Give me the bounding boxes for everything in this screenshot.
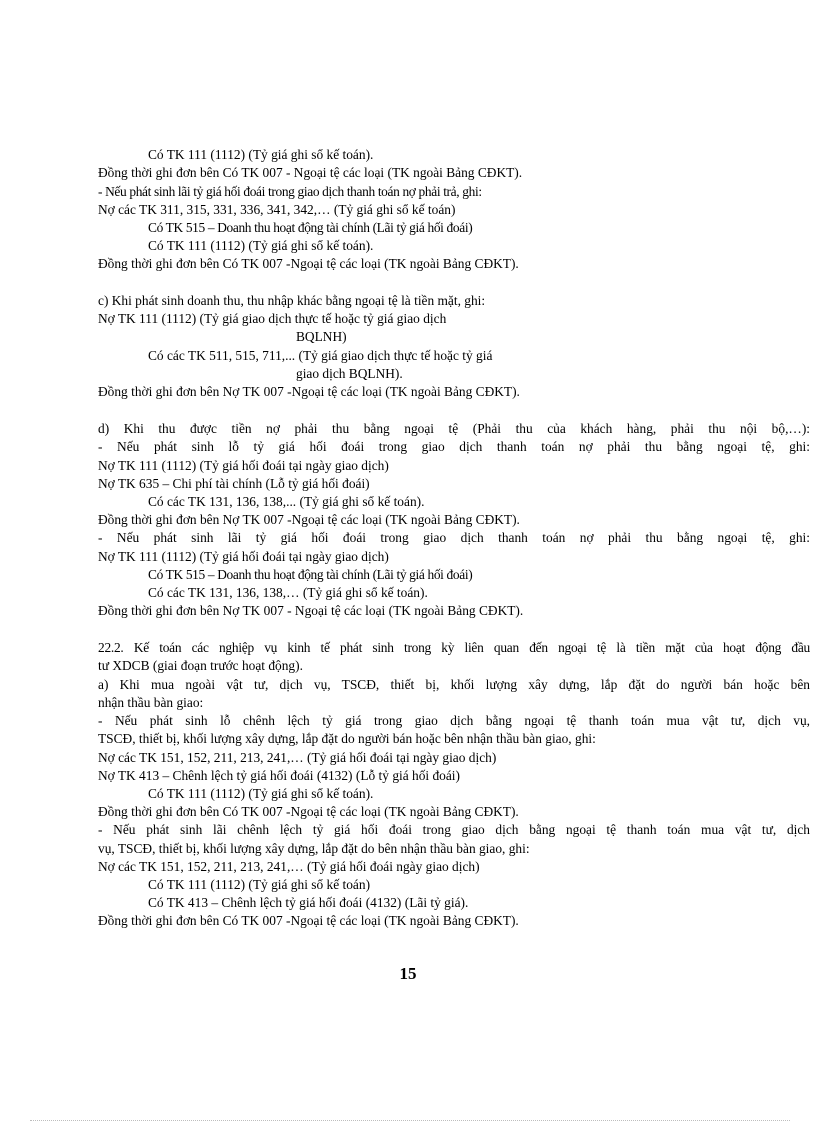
text-line: - Nếu phát sinh lãi tỷ giá hối đoái trong giao dịch thanh toán nợ phải trả, ghi: (98, 184, 482, 199)
text-line: Có các TK 511, 515, 711,... (Tỷ giá giao dịch thực tế hoặc tỷ giá (148, 348, 493, 363)
text-line: Đồng thời ghi đơn bên Nợ TK 007 -Ngoại tệ các loại (TK ngoài Bảng CĐKT). (98, 512, 520, 527)
text-line: Có TK 413 – Chênh lệch tỷ giá hối đoái (4132) (Lãi tỷ giá). (148, 895, 469, 910)
text-line: d) Khi thu được tiền nợ phải thu bằng ngoại tệ (Phải thu của khách hàng, phải thu nội bộ,…): (98, 421, 810, 436)
text-line: Đồng thời ghi đơn bên Có TK 007 -Ngoại tệ các loại (TK ngoài Bảng CĐKT). (98, 256, 519, 271)
text-line: giao dịch BQLNH). (296, 366, 403, 381)
text-line: - Nếu phát sinh lãi chênh lệch tỷ giá hối đoái trong giao dịch bằng ngoại tệ thanh toán mua vật tư, dịch (98, 822, 810, 837)
text-line: Có TK 111 (1112) (Tỷ giá ghi sổ kế toán). (148, 147, 374, 162)
text-line: Đồng thời ghi đơn bên Nợ TK 007 - Ngoại tệ các loại (TK ngoài Bảng CĐKT). (98, 603, 524, 618)
text-line: Đồng thời ghi đơn bên Có TK 007 - Ngoại tệ các loại (TK ngoài Bảng CĐKT). (98, 165, 523, 180)
text-line: - Nếu phát sinh lãi tỷ giá hối đoái trong giao dịch thanh toán nợ phải thu bằng ngoại tệ, ghi: (98, 530, 810, 545)
text-line: TSCĐ, thiết bị, khối lượng xây dựng, lắp đặt do người bán hoặc bên nhận thầu bàn giao, ghi: (98, 731, 596, 746)
text-line: Đồng thời ghi đơn bên Nợ TK 007 -Ngoại tệ các loại (TK ngoài Bảng CĐKT). (98, 384, 520, 399)
text-line: Nợ TK 111 (1112) (Tỷ giá hối đoái tại ngày giao dịch) (98, 549, 389, 564)
text-line: - Nếu phát sinh lỗ chênh lệch tỷ giá trong giao dịch bằng ngoại tệ thanh toán mua vật tư, dịch vụ, (98, 713, 810, 728)
page-border-dots (30, 1120, 790, 1121)
text-line: Có TK 515 – Doanh thu hoạt động tài chính (Lãi tỷ giá hối đoái) (148, 567, 473, 582)
text-line: Có TK 515 – Doanh thu hoạt động tài chính (Lãi tỷ giá hối đoái) (148, 220, 473, 235)
text-line: 22.2. Kế toán các nghiệp vụ kinh tế phát sinh trong kỳ liên quan đến ngoại tệ là tiền mặt của hoạt động đầu (98, 640, 810, 655)
text-line: - Nếu phát sinh lỗ tỷ giá hối đoái trong giao dịch thanh toán nợ phải thu bằng ngoại tệ, ghi: (98, 439, 810, 454)
text-line: Nợ các TK 151, 152, 211, 213, 241,… (Tỷ giá hối đoái tại ngày giao dịch) (98, 750, 497, 765)
text-line: Nợ các TK 151, 152, 211, 213, 241,… (Tỷ giá hối đoái ngày giao dịch) (98, 859, 480, 874)
text-line: Đồng thời ghi đơn bên Có TK 007 -Ngoại tệ các loại (TK ngoài Bảng CĐKT). (98, 913, 519, 928)
text-line: Nợ TK 413 – Chênh lệch tỷ giá hối đoái (4132) (Lỗ tỷ giá hối đoái) (98, 768, 460, 783)
text-line: Có TK 111 (1112) (Tỷ giá ghi sổ kế toán). (148, 786, 374, 801)
text-line: Nợ TK 111 (1112) (Tỷ giá hối đoái tại ngày giao dịch) (98, 458, 389, 473)
text-line: Có TK 111 (1112) (Tỷ giá ghi sổ kế toán). (148, 238, 374, 253)
text-line: Có TK 111 (1112) (Tỷ giá ghi sổ kế toán) (148, 877, 371, 892)
text-line: tư XDCB (giai đoạn trước hoạt động). (98, 658, 303, 673)
text-line: Đồng thời ghi đơn bên Có TK 007 -Ngoại tệ các loại (TK ngoài Bảng CĐKT). (98, 804, 519, 819)
page-number: 15 (399, 964, 417, 983)
text-line: Có các TK 131, 136, 138,… (Tỷ giá ghi sổ kế toán). (148, 585, 428, 600)
text-line: Nợ các TK 311, 315, 331, 336, 341, 342,… (Tỷ giá ghi sổ kế toán) (98, 202, 456, 217)
text-line: Nợ TK 635 – Chi phí tài chính (Lỗ tỷ giá hối đoái) (98, 476, 370, 491)
text-line: a) Khi mua ngoài vật tư, dịch vụ, TSCĐ, thiết bị, khối lượng xây dựng, lắp đặt do người bán hoặc bên (98, 677, 810, 692)
text-line: vụ, TSCĐ, thiết bị, khối lượng xây dựng, lắp đặt do bên nhận thầu bàn giao, ghi: (98, 841, 530, 856)
text-line: c) Khi phát sinh doanh thu, thu nhập khác bằng ngoại tệ là tiền mặt, ghi: (98, 293, 486, 308)
text-line: Có các TK 131, 136, 138,... (Tỷ giá ghi sổ kế toán). (148, 494, 425, 509)
text-line: Nợ TK 111 (1112) (Tỷ giá giao dịch thực tế hoặc tỷ giá giao dịch (98, 311, 447, 326)
text-line: BQLNH) (296, 329, 347, 344)
text-line: nhận thầu bàn giao: (98, 695, 204, 710)
